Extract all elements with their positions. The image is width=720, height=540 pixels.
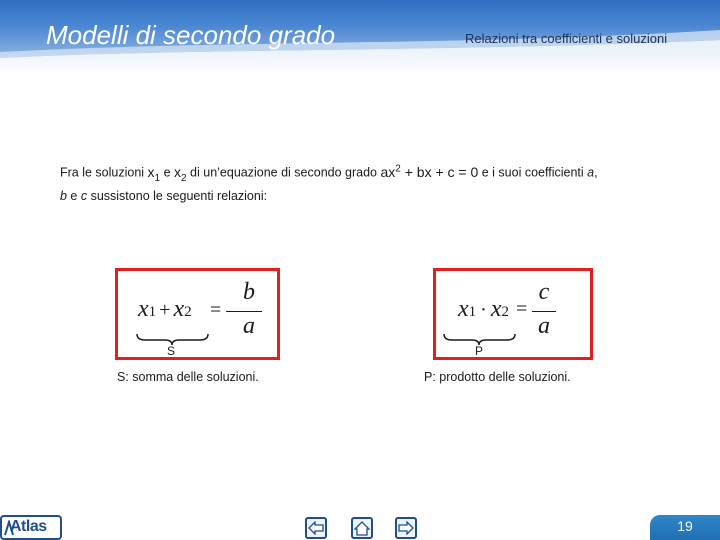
coef-b: b xyxy=(60,189,67,204)
intro-text: e i suoi coefficienti xyxy=(478,165,588,180)
page-title: Modelli di secondo grado xyxy=(46,20,336,50)
x1-symbol: $x_1$ xyxy=(147,163,161,184)
sum-equals: = – xyxy=(210,299,237,321)
intro-text: e xyxy=(66,189,81,204)
coef-c: c xyxy=(80,189,88,204)
intro-paragraph: Fra le soluzioni $x_1$ e $x_2$ di un’equazione di secondo grado $ax^2$ + bx + c = 0 e i suoi coefficienti a, b e c sussistono le seguenti relazioni: xyxy=(60,163,598,204)
product-numerator: c xyxy=(538,279,550,305)
product-denominator: a xyxy=(538,313,550,339)
x2-symbol: $x_2$ xyxy=(174,163,187,184)
sum-caption: S: somma delle soluzioni. xyxy=(117,370,259,384)
logo-text: Atlas xyxy=(10,518,47,535)
product-brace-label: P xyxy=(475,344,484,358)
sum-fraction-line xyxy=(236,311,262,312)
intro-text: Fra le soluzioni xyxy=(60,165,148,180)
arrow-right-icon xyxy=(398,521,414,535)
product-equals: = xyxy=(516,298,528,320)
next-button[interactable] xyxy=(395,517,417,539)
intro-text: di un’equazione di secondo grado xyxy=(186,165,381,180)
page-subtitle: Relazioni tra coefficienti e soluzioni xyxy=(465,31,668,46)
product-lhs: x1 · x2 xyxy=(458,296,509,322)
product-formula-box xyxy=(433,268,593,360)
intro-text: e xyxy=(160,165,175,180)
home-button[interactable] xyxy=(351,517,373,539)
coef-a: a xyxy=(587,165,595,180)
sum-formula-box xyxy=(115,268,280,360)
sum-numerator: b xyxy=(243,279,255,305)
page-number-badge xyxy=(650,515,720,540)
product-caption: P: prodotto delle soluzioni. xyxy=(424,370,571,384)
product-fraction-line xyxy=(532,311,556,312)
atlas-logo[interactable] xyxy=(0,515,62,540)
arrow-left-icon xyxy=(308,521,324,535)
sum-lhs: x1 + x2 xyxy=(138,296,192,322)
previous-button[interactable] xyxy=(305,517,327,539)
sum-brace-label: S xyxy=(167,344,176,358)
page-number: 19 xyxy=(677,518,693,534)
equation: $ax^2$ + bx + c = 0 xyxy=(380,163,479,180)
home-icon xyxy=(354,521,370,536)
sum-denominator: a xyxy=(243,313,255,339)
header-banner xyxy=(0,0,720,72)
intro-text: sussistono le seguenti relazioni: xyxy=(87,189,268,204)
